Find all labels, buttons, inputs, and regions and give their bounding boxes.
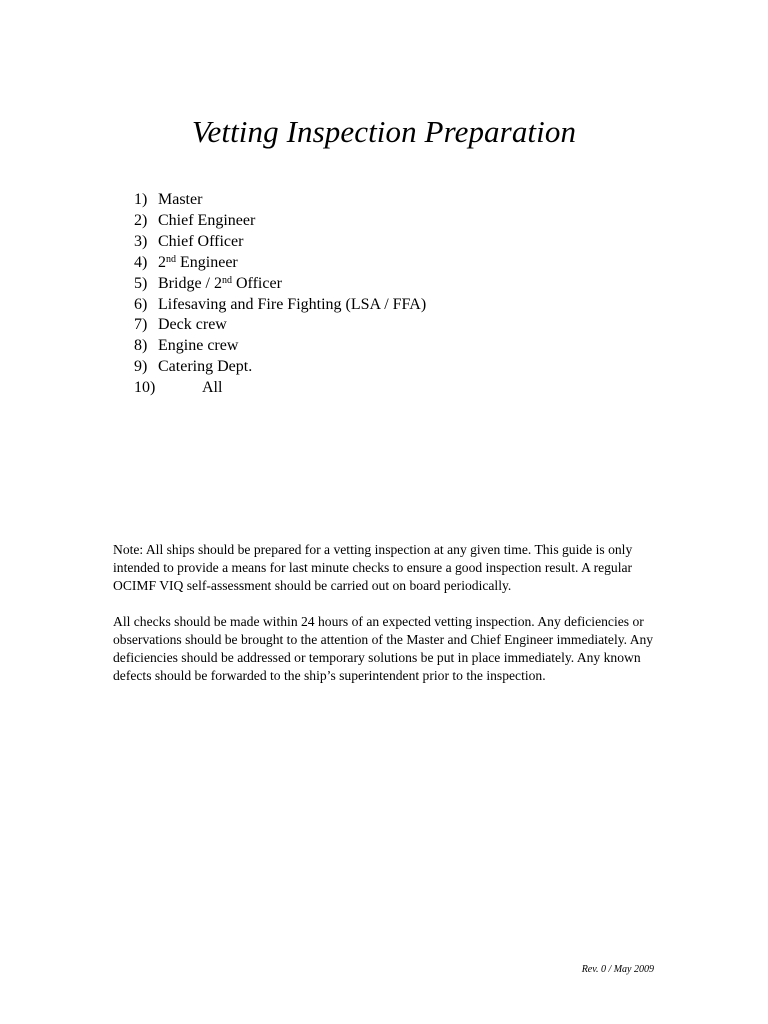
checks-paragraph: All checks should be made within 24 hours of an expected vetting inspection. Any deficiencies or observations should be brought to the attention of the Master and Chief Engineer immediately. Any deficiencies should be addressed or temporary solutions be put in place immediately. Any known defects should be forwarded to the ship’s superintendent prior to the inspection. (113, 614, 654, 683)
list-item-text: Chief Officer (158, 232, 244, 250)
list-item (134, 357, 426, 378)
ordinal-suffix: nd (166, 253, 176, 265)
list-item (134, 336, 426, 357)
list-item (134, 315, 426, 336)
inspection-list (134, 190, 426, 399)
list-item-text: All (202, 379, 223, 397)
list-item-number: 6) (134, 295, 148, 313)
list-item-text-end: Officer (232, 274, 282, 292)
list-item-number: 2) (134, 211, 148, 229)
list-item-text: Engine crew (158, 337, 239, 355)
list-item-text-end: Engineer (176, 253, 238, 271)
list-item-text-start: Bridge / 2 (158, 274, 222, 292)
list-item (134, 378, 426, 399)
list-item (134, 211, 426, 232)
list-item-text: Master (158, 191, 203, 208)
list-item-number: 1) (134, 191, 148, 208)
list-item-text-start: 2 (158, 253, 166, 271)
list-item (134, 190, 426, 211)
document-title: Vetting Inspection Preparation (191, 114, 577, 149)
list-item-number: 10) (134, 379, 156, 397)
list-item-text: Deck crew (158, 316, 227, 334)
revision-label: Rev. 0 / May 2009 (581, 964, 654, 975)
notes-section (113, 541, 658, 703)
list-item (134, 253, 426, 274)
list-item-number: 5) (134, 274, 148, 292)
list-item (134, 232, 426, 253)
list-item-number: 9) (134, 358, 148, 376)
note-paragraph: Note: All ships should be prepared for a vetting inspection at any given time. This guide is only intended to provide a means for last minute checks to ensure a good inspection result. A regular OCIMF VIQ self-assessment should be carried out on board periodically. (113, 542, 633, 593)
list-item-text: Lifesaving and Fire Fighting (LSA / FFA) (158, 295, 427, 313)
list-item-number: 4) (134, 253, 148, 271)
list-item (134, 295, 426, 316)
list-item-number: 3) (134, 232, 148, 250)
list-item-number: 7) (134, 316, 148, 334)
ordinal-suffix: nd (222, 274, 232, 286)
list-item-text: Catering Dept. (158, 358, 253, 376)
list-item-number: 8) (134, 337, 148, 355)
list-item (134, 274, 426, 295)
list-item-text: Chief Engineer (158, 211, 256, 229)
